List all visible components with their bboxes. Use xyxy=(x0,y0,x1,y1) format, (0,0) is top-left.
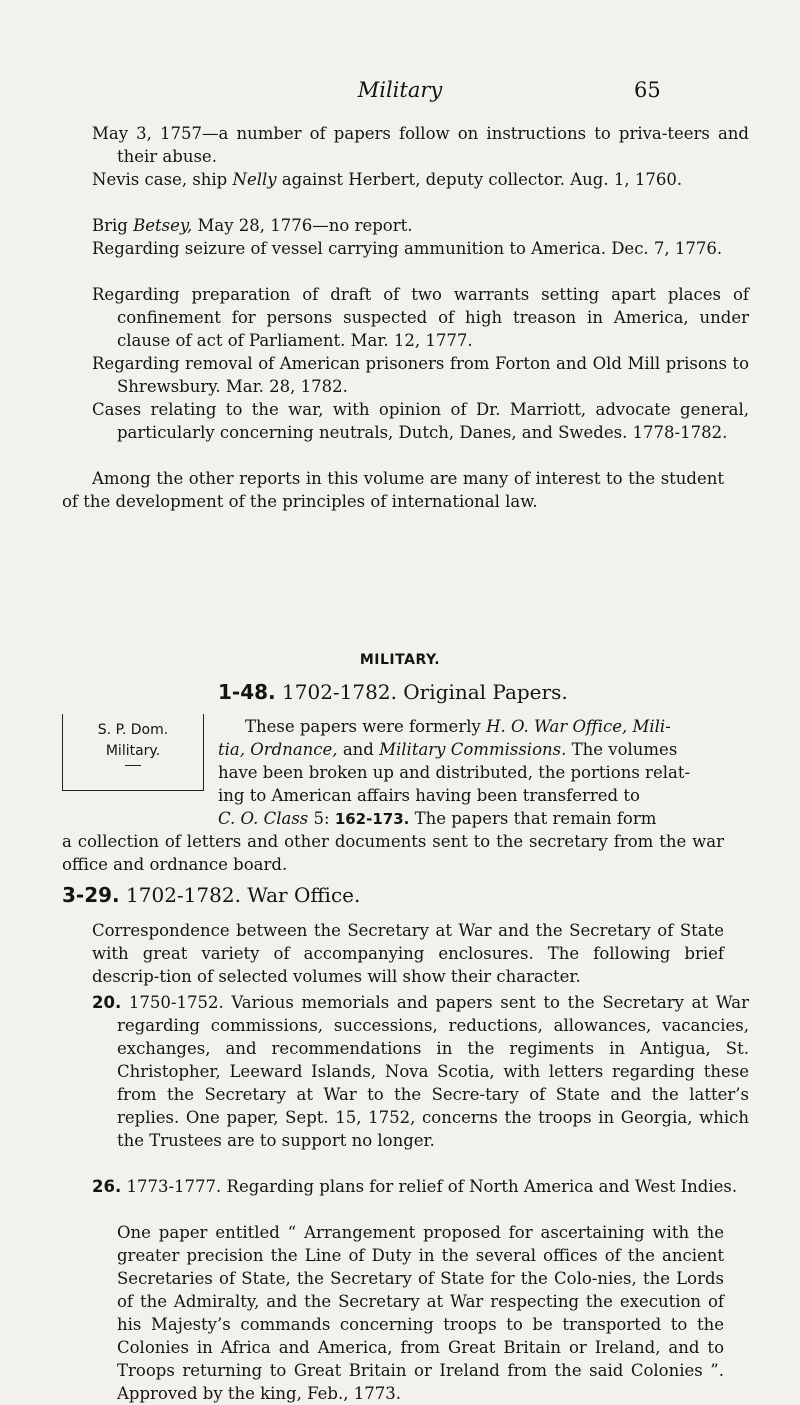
section-heading-number: 1-48. xyxy=(218,680,276,704)
margin-ref-line1: S. P. Dom. xyxy=(97,722,169,738)
list-item: Nevis case, ship Nelly against Herbert, deputy collector. Aug. 1, 1760. xyxy=(92,170,683,189)
subsection-paragraph: Correspondence between the Secretary at War and the Secretary of State with great variety of accompanying enclosures. The following brief descrip-tion of selected volumes will show their character. xyxy=(92,921,724,986)
intro-line: C. O. Class 5: 162-173. The papers that remain form xyxy=(218,809,657,828)
section-heading xyxy=(218,680,568,704)
closing-paragraph: Among the other reports in this volume are many of interest to the student of the development of the principles of international law. xyxy=(62,469,724,511)
margin-ref-rule xyxy=(125,765,141,766)
item-26-paragraph: One paper entitled “ Arrangement proposed for ascertaining with the greater precision the Line of Duty in the several offices of the ancient Secretaries of State, the Secretary of State for the Colo-nies, the Lords of the Admiralty, and the Secretary at War respecting the execution of his Majesty’s commands concerning troops to be transported to the Colonies in Africa and America, from Great Britain or Ireland, and to Troops returning to Great Britain or Ireland from the said Colonies ”. Approved by the king, Feb., 1773. xyxy=(117,1223,724,1403)
intro-line: tia, Ordnance, and Military Commissions. The volumes xyxy=(218,740,678,759)
intro-rest: a collection of letters and other documents sent to the secretary from the war office and ordnance board. xyxy=(62,832,724,874)
intro-line: ing to American affairs having been transferred to xyxy=(218,786,640,805)
list-item: Cases relating to the war, with opinion of Dr. Marriott, advocate general, particularly concerning neutrals, Dutch, Danes, and Swedes. 1778-1782. xyxy=(92,400,749,442)
list-item: May 3, 1757—a number of papers follow on instructions to priva-teers and their abuse. xyxy=(92,124,749,166)
margin-reference-box xyxy=(62,714,204,791)
list-item: Regarding preparation of draft of two warrants setting apart places of confinement for persons suspected of high treason in America, under clause of act of Parliament. Mar. 12, 1777. xyxy=(92,285,749,350)
list-item: Brig Betsey, May 28, 1776—no report. xyxy=(92,216,413,235)
section-heading-text: 1702-1782. Original Papers. xyxy=(282,680,568,704)
subsection-heading xyxy=(62,883,360,907)
list-item: 20. 1750-1752. Various memorials and papers sent to the Secretary at War regarding commissions, successions, reductions, allowances, vacancies, exchanges, and recommendations in the regiments in Antigua, St. Christopher, Leeward Islands, Nova Scotia, with letters regarding these from the Secretary at War to the Secre-tary of State and the latter’s replies. One paper, Sept. 15, 1752, concerns the troops in Georgia, which the Trustees are to support no longer. xyxy=(92,993,749,1150)
running-head-title: Military xyxy=(357,78,443,102)
section-title: MILITARY. xyxy=(359,652,441,668)
page-number: 65 xyxy=(634,78,661,102)
subsection-heading-number: 3-29. xyxy=(62,883,120,907)
list-item: Regarding removal of American prisoners from Forton and Old Mill prisons to Shrewsbury. Mar. 28, 1782. xyxy=(92,354,749,396)
intro-line: have been broken up and distributed, the portions relat- xyxy=(218,763,691,782)
list-item: 26. 1773-1777. Regarding plans for relief of North America and West Indies. xyxy=(92,1177,738,1196)
subsection-heading-text: 1702-1782. War Office. xyxy=(126,883,361,907)
list-item: Regarding seizure of vessel carrying ammunition to America. Dec. 7, 1776. xyxy=(92,239,723,258)
margin-ref-line2: Military. xyxy=(105,743,161,759)
intro-line: These papers were formerly H. O. War Office, Mili- xyxy=(245,717,671,736)
